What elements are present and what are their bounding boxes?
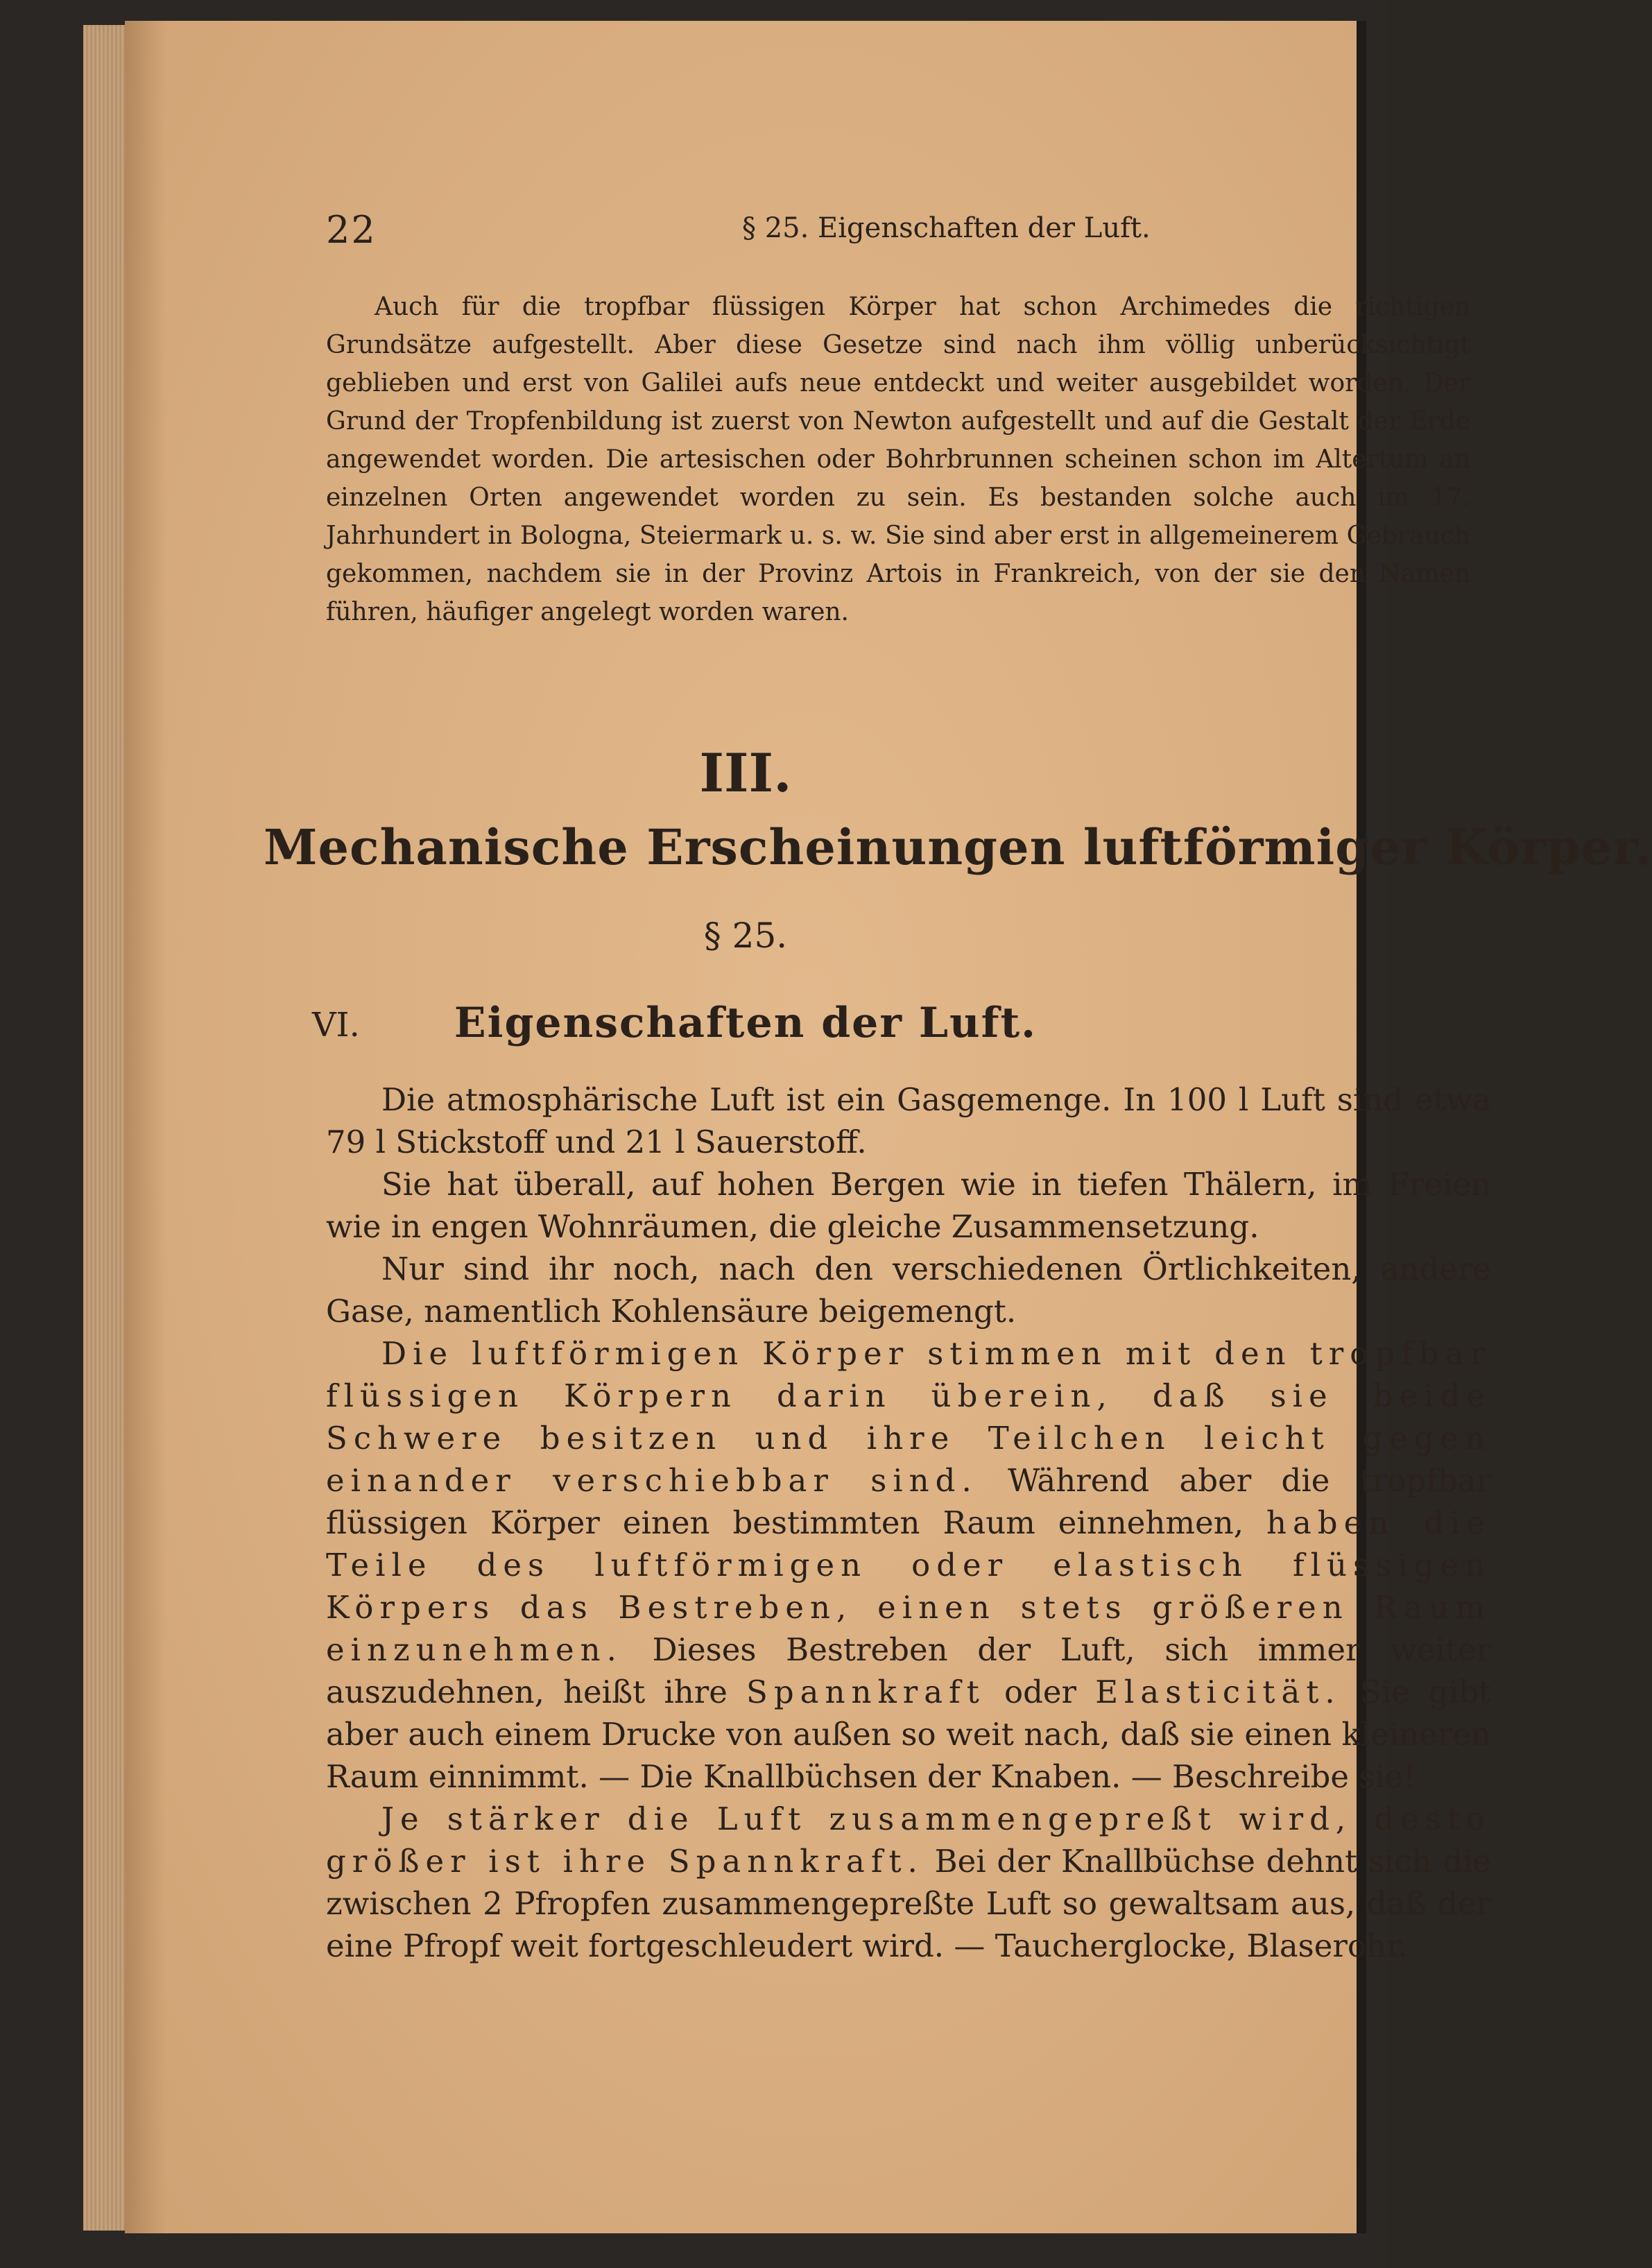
paragraph-admixtures: Nur sind ihr noch, nach den verschiedenen Örtlichkeiten, andere Gase, namentlich Kohlensäure beigemengt. [326, 1251, 1491, 1330]
page-number: 22 [326, 208, 377, 252]
text-difference: Während aber die tropfbar flüssigen Körper einen bestimmten Raum einnehmen, [326, 1462, 1491, 1541]
term-spannkraft: Spannkraft [746, 1674, 986, 1710]
chapter-title: Mechanische Erscheinungen luftförmiger Körper. [264, 818, 1652, 876]
text-tendency: Dieses Bestreben der Luft, sich immer weiter auszudehnen, heißt ihre [326, 1631, 1491, 1710]
text-popgun: Bei der Knallbüchse dehnt sich die zwischen 2 Pfropfen zusammengepreßte Luft so gewaltsam aus, daß der eine Pfropf weit fortgeschleudert wird. — Taucherglocke, Blaserohr. [326, 1843, 1491, 1964]
emphasis-similarity: Die luftförmigen Körper stimmen mit den tropfbar flüssigen Körpern darin überein, daß sie beide Schwere besitzen und ihre Teilchen leicht gegen einander verschiebbar sind. [326, 1335, 1491, 1499]
paragraph-properties [326, 1332, 1491, 1798]
emphasis-expansion: haben die Teile des luftförmigen oder elastisch flüssigen Körpers das Bestreben, einen stets größeren Raum einzunehmen. [326, 1504, 1491, 1668]
paragraph-composition: Die atmosphärische Luft ist ein Gasgemenge. In 100 l Luft sind etwa 79 l Stickstoff und 21 l Sauerstoff. [326, 1081, 1491, 1160]
emphasis-pressure-law: Je stärker die Luft zusammengepreßt wird, desto größer ist ihre Spannkraft. [326, 1801, 1491, 1880]
text-compression: Sie gibt aber auch einem Drucke von außen so weit nach, daß sie einen kleineren Raum einnimmt. — Die Knallbüchsen der Knaben. — Beschreibe sie! [326, 1674, 1491, 1795]
section-number: § 25. [703, 916, 788, 956]
marginal-label: VI. [312, 1006, 360, 1045]
book-page [125, 21, 1652, 2233]
section-title: Eigenschaften der Luft. [454, 999, 1038, 1047]
historical-note-paragraph: Auch für die tropfbar flüssigen Körper hat schon Archimedes die richtigen Grundsätze aufgestellt. Aber diese Gesetze sind nach ihm völlig unberücksichtigt geblieben und erst von Galilei aufs neue entdeckt und weiter ausgebildet worden. Der Grund der Tropfenbildung ist zuerst von Newton aufgestellt und auf die Gestalt der Erde angewendet worden. Die artesischen oder Bohrbrunnen scheinen schon im Altertum an einzelnen Orten angewendet worden zu sein. Es bestanden solche auch im 17. Jahrhundert in Bologna, Steiermark u. s. w. Sie sind aber erst in allgemeinerem Gebrauch gekommen, nachdem sie in der Provinz Artois in Frankreich, von der sie den Namen führen, häufiger angelegt worden waren. [326, 293, 1470, 626]
paragraph-uniformity: Sie hat überall, auf hohen Bergen wie in tiefen Thälern, im Freien wie in engen Wohnräumen, die gleiche Zusammensetzung. [326, 1166, 1491, 1245]
gutter-shadow [125, 21, 166, 2233]
chapter-number: III. [699, 742, 792, 804]
text-or: oder [1004, 1674, 1077, 1710]
term-elasticitaet: Elasticität. [1095, 1674, 1341, 1710]
running-head: § 25. Eigenschaften der Luft. [742, 212, 1151, 244]
historical-note [326, 288, 1470, 631]
paragraph-pressure [326, 1798, 1491, 1967]
body-text [326, 1079, 1491, 1967]
page-header [326, 208, 1297, 257]
